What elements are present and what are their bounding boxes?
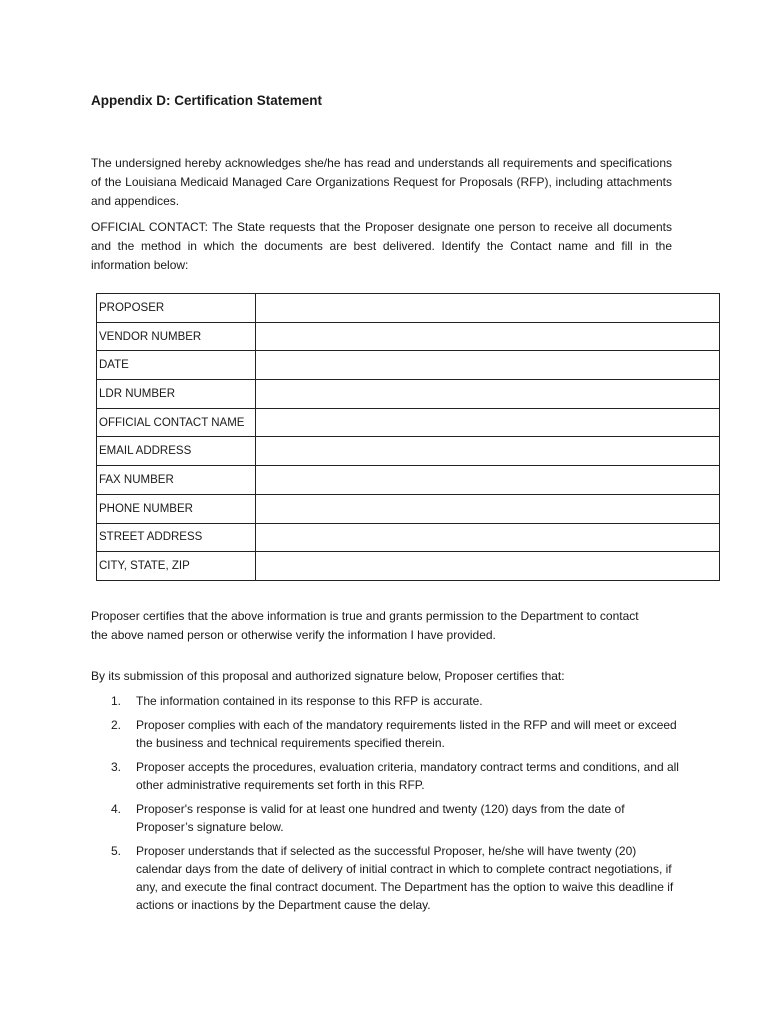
certify-paragraph: Proposer certifies that the above information is true and grants permission to the Department to contact the above named person or otherwise verify the information I have provided. [91, 609, 639, 642]
list-item-text: Proposer understands that if selected as the successful Proposer, he/she will have twenty (20) calendar days from the date of delivery of initial contract in which to complete contract negotiations, if any, and execute the final contract document. The Department has the option to waive this deadline if actions or inactions by the Department cause the delay. [136, 844, 674, 912]
list-item [111, 716, 681, 752]
list-item-number: 5. [111, 844, 122, 858]
table-row [97, 466, 720, 495]
list-item-number: 2. [111, 718, 122, 732]
row-label: OFFICIAL CONTACT NAME [97, 408, 256, 437]
row-label: VENDOR NUMBER [97, 322, 256, 351]
list-item-text: The information contained in its response to this RFP is accurate. [136, 694, 483, 708]
table-row [97, 408, 720, 437]
row-value-field[interactable] [256, 437, 720, 466]
table-row [97, 494, 720, 523]
list-item [111, 800, 681, 836]
row-value-field[interactable] [256, 380, 720, 409]
table-row [97, 437, 720, 466]
submission-paragraph: By its submission of this proposal and authorized signature below, Proposer certifies that: [91, 669, 565, 683]
row-value-field[interactable] [256, 322, 720, 351]
table-row [97, 523, 720, 552]
official-contact-paragraph: OFFICIAL CONTACT: The State requests that the Proposer designate one person to receive all documents and the method in which the documents are best delivered. Identify the Contact name and fill in the information below: [91, 220, 672, 272]
list-item-number: 3. [111, 760, 122, 774]
table-row [97, 380, 720, 409]
row-value-field[interactable] [256, 408, 720, 437]
page-title: Appendix D: Certification Statement [91, 93, 323, 108]
list-item-text: Proposer accepts the procedures, evaluation criteria, mandatory contract terms and conditions, and all other administrative requirements set forth in this RFP. [136, 760, 679, 792]
row-label: EMAIL ADDRESS [97, 437, 256, 466]
contact-info-table [96, 293, 720, 581]
table-row [97, 322, 720, 351]
row-label: CITY, STATE, ZIP [97, 552, 256, 581]
row-label: PHONE NUMBER [97, 494, 256, 523]
row-label: DATE [97, 351, 256, 380]
row-value-field[interactable] [256, 552, 720, 581]
row-label: STREET ADDRESS [97, 523, 256, 552]
certification-list [111, 692, 681, 920]
list-item-number: 1. [111, 694, 122, 708]
list-item-text: Proposer's response is valid for at least one hundred and twenty (120) days from the date of Proposer’s signature below. [136, 802, 625, 834]
intro-paragraph: The undersigned hereby acknowledges she/he has read and understands all requirements and specifications of the Louisiana Medicaid Managed Care Organizations Request for Proposals (RFP), including attachments and appendices. [91, 156, 672, 208]
row-value-field[interactable] [256, 494, 720, 523]
row-value-field[interactable] [256, 466, 720, 495]
table-row [97, 552, 720, 581]
row-value-field[interactable] [256, 523, 720, 552]
table-row [97, 294, 720, 323]
row-label: PROPOSER [97, 294, 256, 323]
row-label: LDR NUMBER [97, 380, 256, 409]
list-item-text: Proposer complies with each of the mandatory requirements listed in the RFP and will meet or exceed the business and technical requirements specified therein. [136, 718, 677, 750]
list-item [111, 692, 681, 710]
table-row [97, 351, 720, 380]
row-value-field[interactable] [256, 351, 720, 380]
row-value-field[interactable] [256, 294, 720, 323]
list-item [111, 842, 681, 914]
list-item [111, 758, 681, 794]
list-item-number: 4. [111, 802, 122, 816]
row-label: FAX NUMBER [97, 466, 256, 495]
